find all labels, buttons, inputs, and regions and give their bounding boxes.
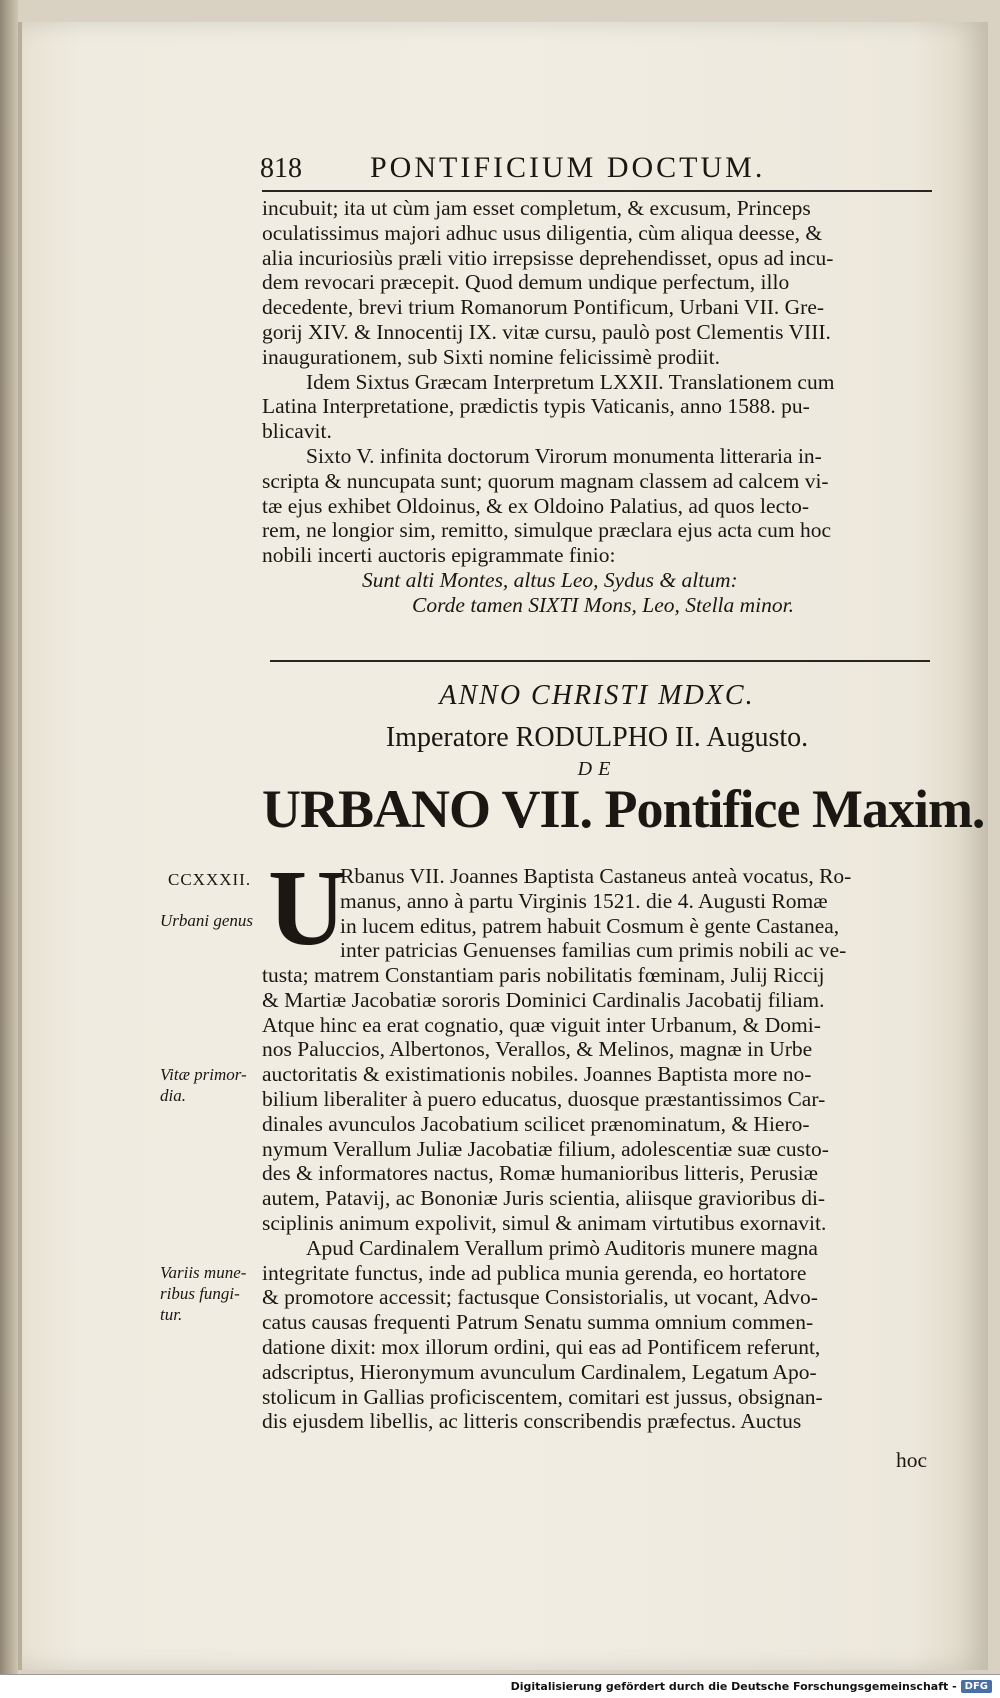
- digitization-footer: [0, 1674, 1000, 1698]
- text-line: inaugurationem, sub Sixti nomine felicissimè prodiit.: [262, 344, 721, 369]
- text-line: & promotore accessit; factusque Consistorialis, ut vocant, Advo-: [262, 1285, 818, 1310]
- margin-note: Urbani genus: [160, 911, 254, 930]
- top-paragraph: [262, 196, 932, 618]
- text-line: integritate functus, inde ad publica munia gerenda, eo hortatore: [262, 1260, 807, 1285]
- dfg-logo: DFG: [961, 1680, 992, 1693]
- text-line: Sixto V. infinita doctorum Virorum monumenta litteraria in-: [306, 443, 822, 468]
- text-line: gorij XIV. & Innocentij IX. vitæ cursu, paulò post Clementis VIII.: [262, 319, 831, 344]
- section-rule: [270, 660, 930, 662]
- text-line: dem revocari præcepit. Quod demum undique perfectum, illo: [262, 270, 790, 295]
- text-line: sciplinis animum expolivit, simul & animam virtutibus exornavit.: [262, 1210, 827, 1235]
- margin-note: Vitæ primor-dia.: [160, 1065, 247, 1105]
- margin-section-number: CCXXXII.: [168, 870, 252, 889]
- text-line: Latina Interpretatione, prædictis typis Vaticanis, anno 1588. pu-: [262, 394, 810, 419]
- text-line: Apud Cardinalem Verallum primò Auditoris munere magna: [306, 1235, 818, 1260]
- text-line: Idem Sixtus Græcam Interpretum LXXII. Translationem cum: [306, 369, 835, 394]
- text-line: catus causas frequenti Patrum Senatu summa omnium commen-: [262, 1310, 814, 1335]
- verse-line: Sunt alti Montes, altus Leo, Sydus & altum:: [362, 567, 738, 592]
- text-line: inter patricias Genuenses familias cum primis nobili ac ve-: [340, 938, 847, 963]
- text-line: blicavit.: [262, 419, 332, 444]
- text-line: tæ ejus exhibet Oldoinus, & ex Oldoino Palatius, ad quos lecto-: [262, 493, 809, 518]
- verse-line: Corde tamen SIXTI Mons, Leo, Stella minor.: [412, 592, 795, 617]
- section-de: DE: [577, 758, 617, 780]
- text-line: stolicum in Gallias proficiscentem, comitari est jussus, obsignan-: [262, 1384, 823, 1409]
- section-emperor: Imperatore RODULPHO II. Augusto.: [385, 722, 809, 753]
- text-line: auctoritatis & existimationis nobiles. Joannes Baptista more no-: [262, 1062, 812, 1087]
- running-title: PONTIFICIUM DOCTUM.: [370, 151, 766, 184]
- text-line: decedente, brevi trium Romanorum Pontificum, Urbani VII. Gre-: [262, 295, 825, 320]
- text-line: nobili incerti auctoris epigrammate finio:: [262, 543, 616, 568]
- text-line: manus, anno à partu Virginis 1521. die 4. Augusti Romæ: [340, 888, 828, 913]
- text-line: alia incuriosiùs præli vitio irrepsisse deprehendisset, opus ad incu-: [262, 245, 834, 270]
- funding-credit: Digitalisierung gefördert durch die Deutsche Forschungsgemeinschaft -: [510, 1680, 957, 1693]
- text-line: scripta & nuncupata sunt; quorum magnam classem ad calcem vi-: [262, 468, 829, 493]
- text-line: des & informatores nactus, Romæ humanioribus litteris, Perusiæ: [262, 1161, 818, 1186]
- text-line: Atque hinc ea erat cognatio, quæ viguit inter Urbanum, & Domi-: [262, 1012, 821, 1037]
- text-line: oculatissimus majori adhuc usus diligentia, cùm aliqua deesse, &: [262, 220, 823, 245]
- text-line: adscriptus, Hieronymum avunculum Cardinalem, Legatum Apo-: [262, 1359, 817, 1384]
- text-line: Rbanus VII. Joannes Baptista Castaneus anteà vocatus, Ro-: [340, 864, 852, 888]
- page-number: 818: [260, 153, 302, 184]
- text-line: nymum Verallum Juliæ Jacobatiæ filium, adolescentiæ suæ custo-: [262, 1136, 829, 1161]
- margin-note: Variis mune-ribus fungi-tur.: [160, 1263, 247, 1324]
- text-line: tusta; matrem Constantiam paris nobilitatis fœminam, Julij Riccij: [262, 963, 825, 987]
- text-line: bilium liberaliter à puero educatus, duosque præstantissimos Car-: [262, 1086, 826, 1111]
- text-line: nos Paluccios, Albertonos, Verallos, & Melinos, magnæ in Urbe: [262, 1037, 813, 1062]
- text-line: incubuit; ita ut cùm jam esset completum, & excusum, Princeps: [262, 196, 811, 220]
- section-year: ANNO CHRISTI MDXC.: [439, 680, 755, 711]
- text-line: rem, ne longior sim, remitto, simulque præclara ejus acta cum hoc: [262, 518, 831, 543]
- book-spine: [0, 0, 18, 1698]
- text-line: dis ejusdem libellis, ac litteris conscribendis præfectus. Auctus: [262, 1409, 802, 1434]
- text-line: & Martiæ Jacobatiæ sororis Dominici Cardinalis Jacobatij filiam.: [262, 987, 825, 1012]
- dropcap-lines: [340, 864, 930, 963]
- catchword: hoc: [896, 1448, 928, 1472]
- header-rule: [262, 190, 932, 192]
- text-line: autem, Patavij, ac Bononiæ Juris scientia, aliisque gravioribus di-: [262, 1186, 826, 1211]
- body-paragraph: [262, 963, 932, 1434]
- drop-cap: U: [268, 849, 346, 968]
- text-line: dinales avunculos Jacobatium scilicet prænominatum, & Hiero-: [262, 1111, 810, 1136]
- section-title: URBANO VII. Pontifice Maxim.: [262, 779, 985, 839]
- text-line: datione dixit: mox illorum ordini, qui eas ad Pontificem referunt,: [262, 1334, 821, 1359]
- text-line: in lucem editus, patrem habuit Cosmum è gente Castanea,: [340, 913, 840, 938]
